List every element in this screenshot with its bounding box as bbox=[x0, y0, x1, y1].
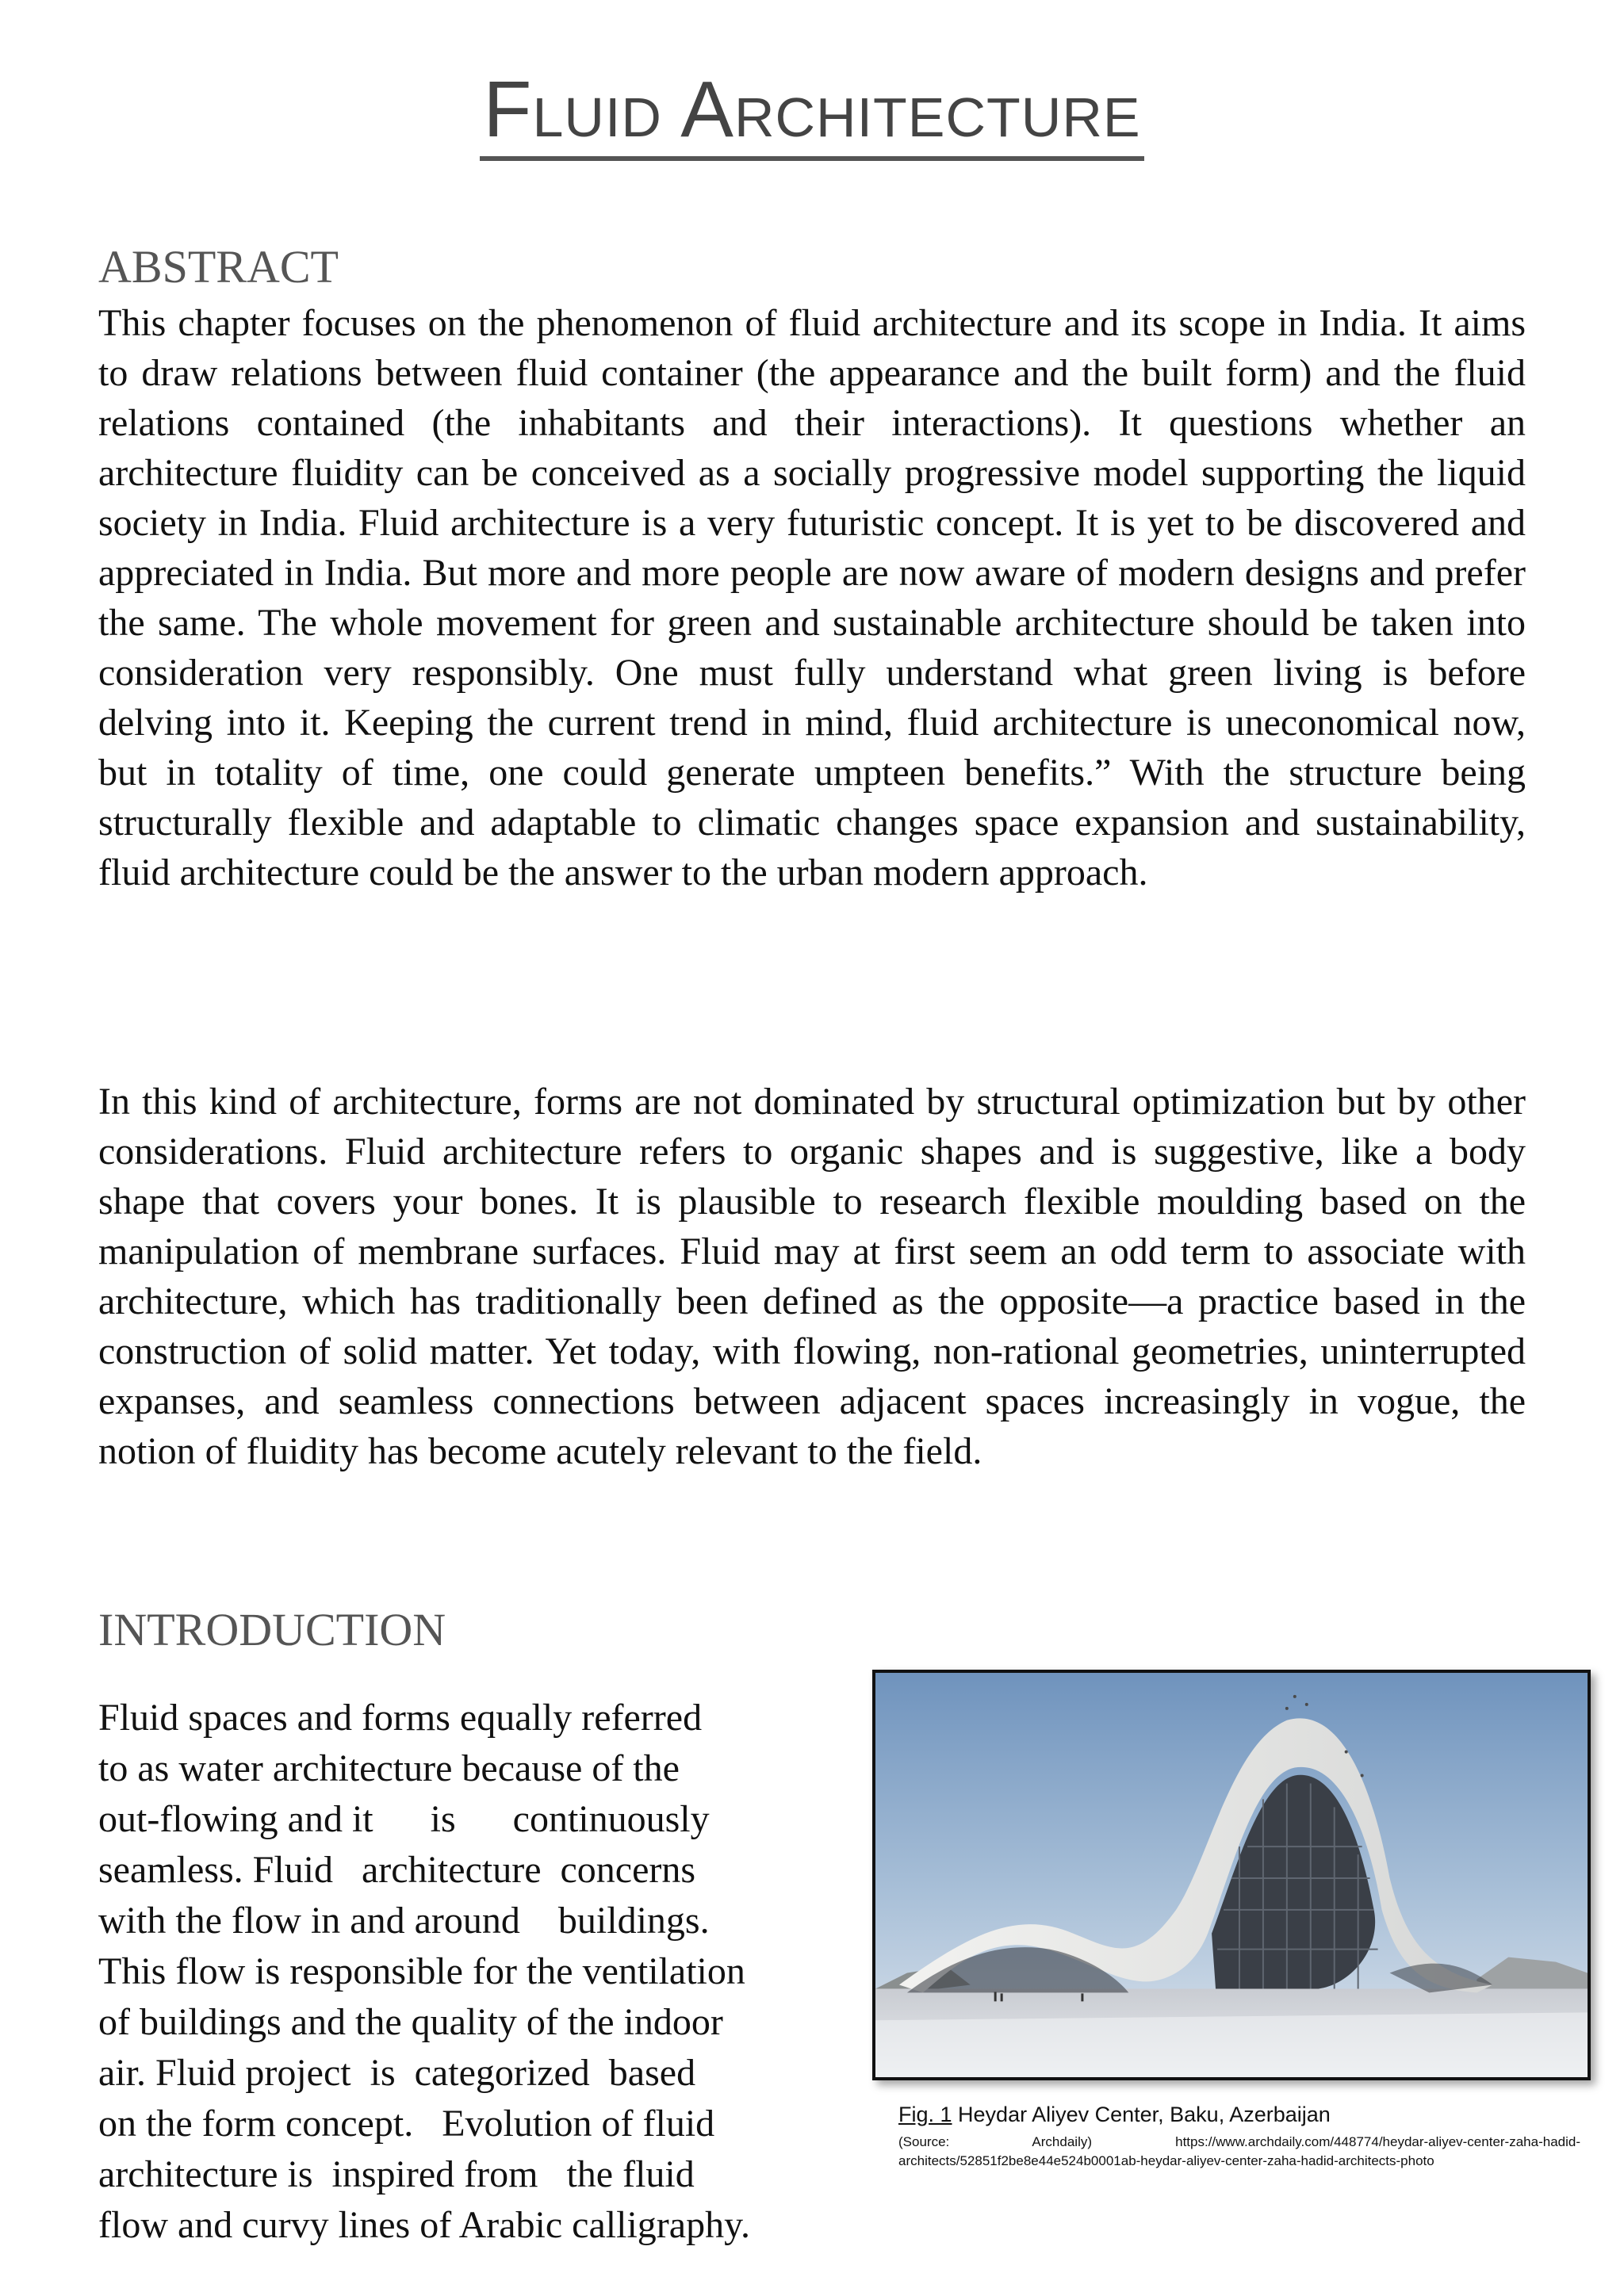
intro-line: with the flow in and around buildings. bbox=[98, 1900, 710, 1942]
intro-line: on the form concept. Evolution of fluid bbox=[98, 2103, 715, 2145]
intro-line: flow and curvy lines of Arabic calligraphy. bbox=[98, 2204, 750, 2246]
figure-caption-text: Heydar Aliyev Center, Baku, Azerbaijan bbox=[952, 2103, 1331, 2126]
intro-line: seamless. Fluid architecture concerns bbox=[98, 1849, 696, 1891]
abstract-paragraph-1: This chapter focuses on the phenomenon of fluid architecture and its scope in India. It aims to draw relations between fluid container (the appearance and the built form) and the fluid relations contained (the inhabitants and their interactions). It questions whether an architecture fluidity can be conceived as a socially progressive model supporting the liquid society in India. Fluid architecture is a very futuristic concept. It is yet to be discovered and appreciated in India. But more and more people are now aware of modern designs and prefer the same. The whole movement for green and sustainable architecture should be taken into consideration very responsibly. One must fully understand what green living is before delving into it. Keeping the current trend in mind, fluid architecture is uneconomical now, but in totality of time, one could generate umpteen benefits.” With the structure being structurally flexible and adaptable to climatic changes space expansion and sustainability, fluid architecture could be the answer to the urban modern approach. bbox=[98, 302, 1526, 894]
introduction-heading: INTRODUCTION bbox=[98, 1604, 446, 1655]
introduction-paragraph bbox=[98, 1693, 852, 2251]
intro-line: to as water architecture because of the bbox=[98, 1747, 680, 1789]
intro-line: Fluid spaces and forms equally referred bbox=[98, 1697, 703, 1739]
abstract-paragraph-2: In this kind of architecture, forms are not dominated by structural optimization but by other considerations. Fluid architecture refers to organic shapes and is suggestive, like a body shape that covers your bones. It is plausible to research flexible moulding based on the manipulation of membrane surfaces. Fluid may at first seem an odd term to associate with architecture, which has traditionally been defined as the opposite—a practice based in the construction of solid matter. Yet today, with flowing, non-rational geometries, uninterrupted expanses, and seamless connections between adjacent spaces increasingly in vogue, the notion of fluidity has become acutely relevant to the field. bbox=[98, 1081, 1526, 1472]
intro-line: air. Fluid project is categorized based bbox=[98, 2052, 696, 2094]
abstract-heading: ABSTRACT bbox=[98, 241, 339, 293]
building-photo-illustration bbox=[875, 1673, 1588, 2077]
intro-line: out-flowing and it is continuously bbox=[98, 1798, 710, 1840]
intro-line: architecture is inspired from the fluid bbox=[98, 2153, 695, 2195]
figure-source: (Source: Archdaily) https://www.archdaily.com/448774/heydar-aliyev-center-zaha-hadid-architects/52851f2be8e44e524b0001ab-heydar-aliyev-center-zaha-hadid-architects-photo bbox=[898, 2134, 1580, 2168]
intro-line: of buildings and the quality of the indoor bbox=[98, 2001, 723, 2043]
figure-label: Fig. 1 bbox=[898, 2103, 952, 2126]
figure-photo bbox=[872, 1670, 1591, 2080]
intro-line: This flow is responsible for the ventilation bbox=[98, 1950, 745, 1992]
figure-caption bbox=[898, 2101, 1580, 2171]
document-title: Fluid Architecture bbox=[0, 68, 1624, 161]
